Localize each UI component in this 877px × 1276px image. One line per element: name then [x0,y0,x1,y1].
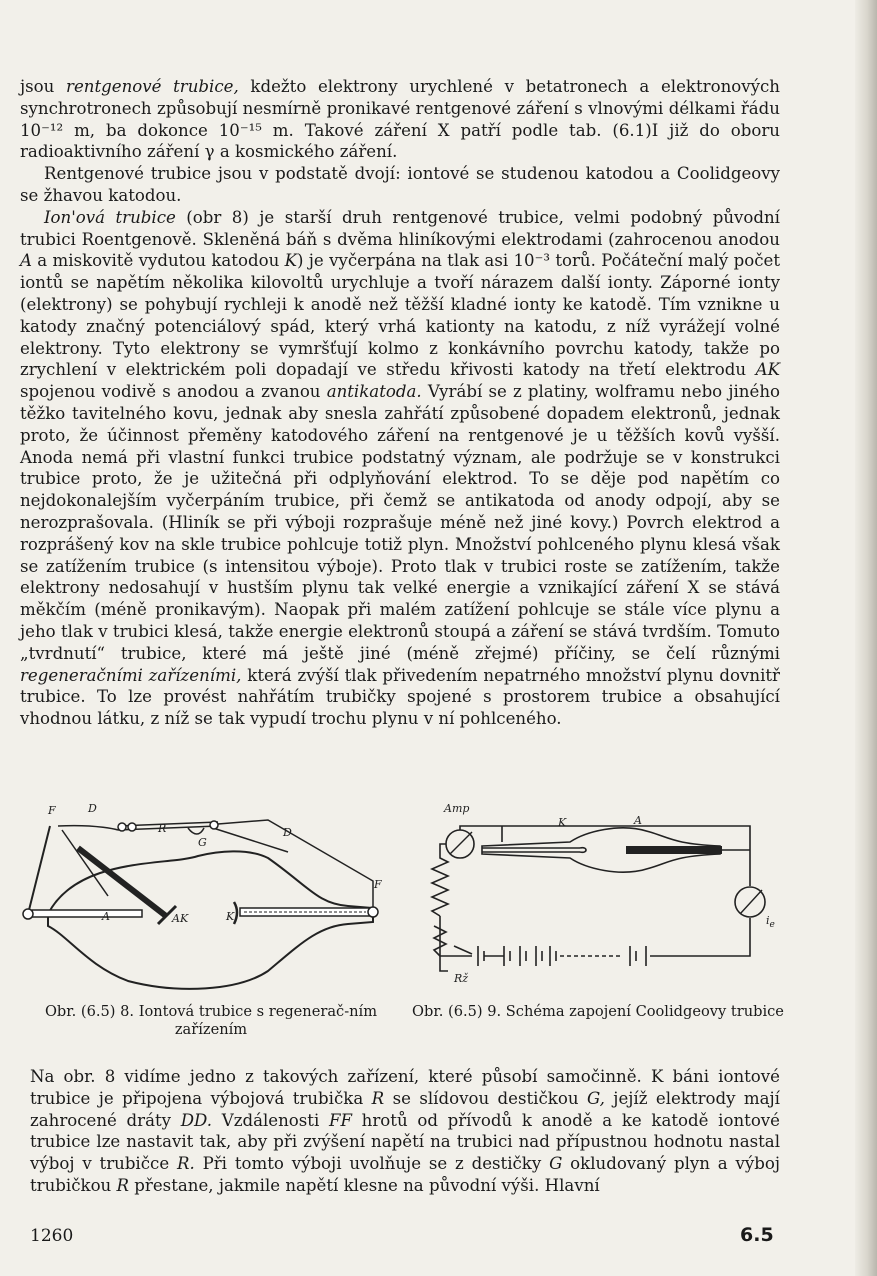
caption-figure-8: Obr. (6.5) 8. Iontová trubice s regenerač-ním zařízením [44,1003,378,1038]
text-run: kdežto elektrony urychlené v betatronech a elektronových synchrotronech způsobují nesmírně pronikavé rentgenové záření s vlnovými délkami řádu 10⁻¹² m, ba dokonce 10⁻¹⁵ m. Takové záření X patří podle tab. (6.1)I již do oboru radioaktivního záření γ a kosmického záření. [20,77,780,162]
symbol-K: K [284,251,297,271]
paragraph-1 [20,76,780,163]
fig8-label-D2: D [283,826,292,839]
text-run: přestane, jakmile napětí klesne na původní výši. Hlavní [129,1175,600,1195]
text-run: okludovaný plyn a výboj trubičkou [30,1154,780,1195]
text-run: která zvýší tlak přivedením nepatrného množství plynu dovnitř trubice. To lze provést nahřátím trubičky spojené s prostorem trubice a obsahující vhodnou látku, z níž se tak vypudí trochu plynu v ní pohlceného. [20,665,780,729]
figure-8-drawing [18,796,388,1001]
page-edge-shadow [855,0,877,1276]
figure-9-drawing [420,796,780,991]
text-run: a miskovitě vydutou katodou [31,251,285,271]
fig8-label-A: A [102,910,110,923]
text-run: jsou [20,77,67,96]
continuation-text [30,1066,780,1197]
term-rentgen-tubes: rentgenové trubice, [66,77,239,96]
fig8-label-D1: D [88,802,97,815]
text-run: ) je vyčerpána na tlak asi 10⁻³ torů. Počáteční malý počet iontů se napětím několika kilovoltů urychluje a tvoří nárazem další ionty. Záporné ionty (elektrony) se pohybují rychleji k anodě než těžší kladné ionty ke katodě. Tím vznikne u katody značný potenciálový spád, který vrhá kationty na katodu, z níž vyrážejí volné elektrony. Tyto elektrony se vymršťují kolmo z konkávního povrchu katody, takže po zrychlení v elektrickém poli dopadají ve středu křivosti katody na třetí elektrodu [20,251,780,380]
symbol-G: G, [586,1088,605,1108]
text-run: hrotů od přívodů k anodě a ke katodě iontové trubice lze nastavit tak, aby při zvýšení napětí na trubici nad přípustnou hodnotu nastal výboj v trubičce [30,1110,781,1174]
fig9-label-i: i [766,914,770,927]
text-run: spojenou vodivě s anodou a zvanou [20,382,327,402]
fig8-label-AK: AK [172,912,189,925]
symbol-DD: DD. [180,1110,213,1130]
paragraph-4 [30,1066,780,1197]
fig8-label-F2: F [374,878,382,891]
fig8-label-F1: F [48,804,56,817]
fig9-label-ie [766,914,775,930]
text-run: Vyrábí se z platiny, wolframu nebo jiného těžko tavitelného kovu, jednak aby snesla zahřátí způsobené dopadem elektronů, jednak proto, že účinnost přeměny katodového záření na rentgenové je u těžších kovů vyšší. Anoda nemá při vlastní funkci trubice podstatný význam, ale podržuje se v konstrukci trubice proto, že je užitečná při odplyňování elektrod. To se děje pod napětím co nejdokonalejším vyčerpáním trubice, při čemž se antikatoda od anody odpojí, aby se nerozprašovala. (Hliník se při výboji rozprašuje méně než jiné kovy.) Povrch elektrod a rozprášený kov na skle trubice pohlcuje totiž plyn. Množství pohlceného plynu klesá však se zatížením trubice (s intensitou výboje). Proto tlak v trubici roste se zatížením, takže elektrony nedosahují v hustším plynu tak velké energie a vznikající záření X se stává měkčím (méně pronikavým). Naopak při malém zatížení pohlcuje se stále více plynu a jeho tlak v trubici klesá, takže energie elektronů stoupá a záření se stává tvrdším. Tomuto „tvrdnutí“ trubice, které má ještě jiné (méně zřejmé) příčiny, se čelí různými [20,382,780,663]
section-number: 6.5 [740,1224,774,1246]
caption-figure-9: Obr. (6.5) 9. Schéma zapojení Coolidgeovy trubice [412,1003,784,1020]
fig9-label-amp: Amp [444,802,470,815]
term-anticathode: antikatoda. [326,382,422,402]
text-run: Při tomto výboji uvolňuje se z destičky [194,1154,550,1174]
text-run: se slídovou destičkou [384,1088,587,1108]
fig9-label-A: A [634,814,642,827]
symbol-R: R [116,1175,130,1195]
symbol-A: A [20,251,32,271]
text-run: Na obr. 8 vidíme jedno z takových zařízení, které působí samočinně. K báni iontové trubice je připojena výbojová trubička [30,1067,780,1108]
figure-8-ion-tube [18,796,388,1001]
fig9-label-e: e [769,920,775,930]
text-run: Vzdálenosti [212,1110,329,1130]
symbol-AK: AK [755,360,780,380]
fig8-label-K: K [226,910,235,923]
term-ion-tube: Ion'ová trubice [44,207,176,227]
term-regeneration: regeneračními zařízeními, [20,665,242,685]
symbol-R: R. [176,1154,195,1174]
fig9-label-rz: Rž [454,972,469,985]
paragraph-2: Rentgenové trubice jsou v podstatě dvojí: iontové se studenou katodou a Coolidgeovy se žhavou katodou. [20,164,780,205]
text-run: (obr 8) je starší druh rentgenové trubice, velmi podobný původní trubici Roentgenově. Skleněná báň s dvěma hliníkovými elektrodami (zahrocenou anodou [20,207,780,249]
symbol-R: R [371,1088,385,1108]
page-number: 1260 [30,1226,74,1246]
main-text [20,76,780,730]
fig9-label-K: K [558,816,567,829]
figure-9-coolidge-circuit [420,796,780,991]
symbol-FF: FF [328,1110,352,1130]
symbol-G: G [549,1154,563,1174]
fig8-label-G: G [198,836,207,849]
text-run: jejíž elektrody mají zahrocené dráty [30,1088,780,1130]
fig8-label-R: R [158,822,167,835]
paragraph-3 [20,207,780,730]
